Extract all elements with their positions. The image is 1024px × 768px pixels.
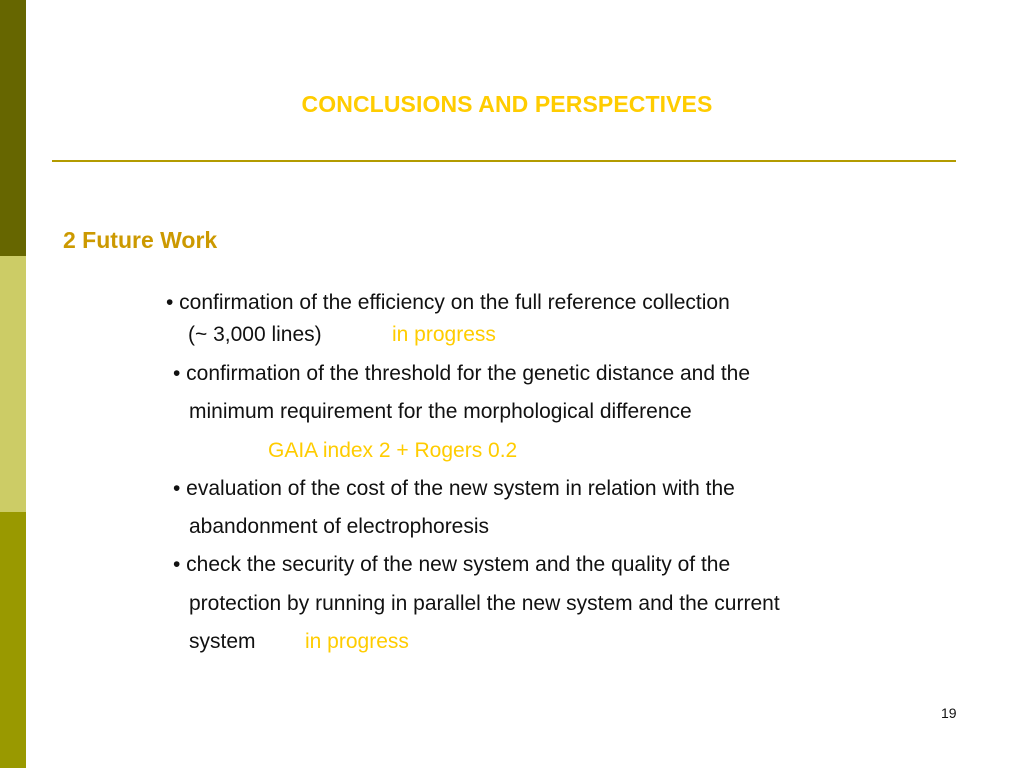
bullet-3-line-2: abandonment of electrophoresis	[189, 515, 490, 538]
bullet-4-line-1: • check the security of the new system and the quality of the	[173, 553, 731, 576]
bullet-1-status: in progress	[392, 323, 496, 346]
bullet-2-note: GAIA index 2 + Rogers 0.2	[268, 439, 518, 462]
side-bar-top	[0, 0, 26, 256]
bullet-4-line-2: protection by running in parallel the new system and the current	[189, 592, 780, 615]
side-bar-middle	[0, 256, 26, 512]
bullet-3-line-1: • evaluation of the cost of the new system in relation with the	[173, 477, 735, 500]
bullet-2-line-1: • confirmation of the threshold for the genetic distance and the	[173, 362, 751, 385]
bullet-4-status: in progress	[305, 630, 409, 653]
slide-title: CONCLUSIONS AND PERSPECTIVES	[301, 91, 713, 117]
bullet-1-line-2: (~ 3,000 lines)	[188, 323, 322, 346]
section-heading: 2 Future Work	[63, 227, 218, 253]
bullet-2-line-2: minimum requirement for the morphological difference	[189, 400, 692, 423]
bullet-4-line-3: system	[189, 630, 256, 653]
title-divider	[52, 160, 956, 162]
side-bar-bottom	[0, 512, 26, 768]
page-number: 19	[941, 705, 957, 721]
bullet-1-line-1: • confirmation of the efficiency on the full reference collection	[166, 291, 730, 314]
